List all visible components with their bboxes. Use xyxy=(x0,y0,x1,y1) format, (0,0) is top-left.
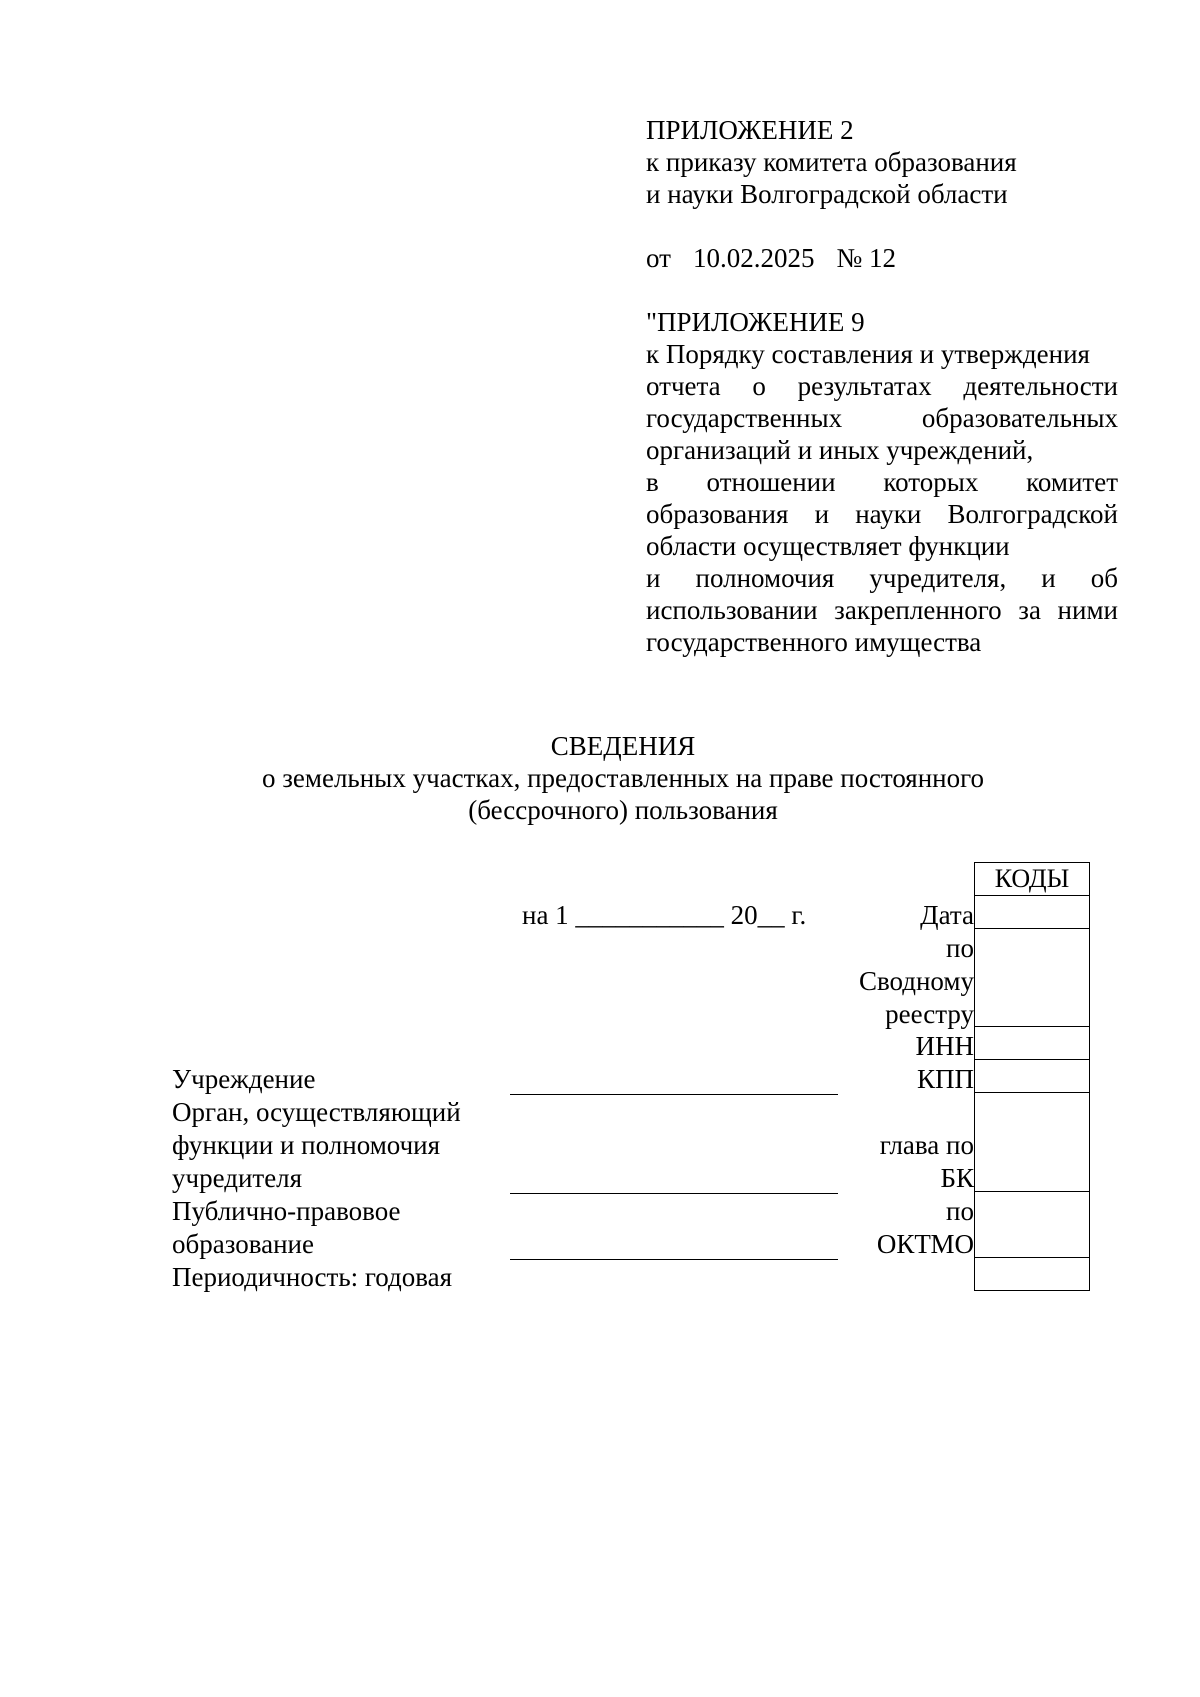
founder-organ-field[interactable] xyxy=(510,1193,838,1194)
organ-label-line: Орган, осуществляющий xyxy=(172,1097,461,1127)
oktmo-label-line: ОКТМО xyxy=(876,1229,974,1259)
organ-label-line: функции и полномочия xyxy=(172,1130,441,1160)
registry-label-line: реестру xyxy=(885,999,974,1029)
sub-appendix-line: использовании закрепленного за ними xyxy=(646,595,1118,625)
kpp-label: КПП xyxy=(916,1064,974,1094)
codes-header: КОДЫ xyxy=(974,862,1090,896)
public-entity-label-line: образование xyxy=(172,1229,314,1259)
appendix-header xyxy=(646,114,1118,658)
periodicity-label: Периодичность: годовая xyxy=(172,1262,453,1292)
date-prefix: от xyxy=(646,243,671,273)
sub-appendix-title: "ПРИЛОЖЕНИЕ 9 xyxy=(646,307,865,337)
sub-appendix-line: к Порядку составления и утверждения xyxy=(646,339,1090,369)
code-cell-periodicity[interactable] xyxy=(974,1258,1090,1291)
code-cell-inn[interactable] xyxy=(974,1027,1090,1060)
registry-label-line: Сводному xyxy=(858,966,974,996)
code-cell-date[interactable] xyxy=(974,896,1090,929)
budget-chapter-label-line: глава по xyxy=(879,1130,974,1160)
sub-appendix-line: государственных образовательных xyxy=(646,403,1118,433)
report-date-line: на 1 ___________ 20__ г. xyxy=(522,900,807,930)
order-date-line xyxy=(646,242,1118,274)
public-entity-label-line: Публично-правовое xyxy=(172,1196,401,1226)
organ-label-line: учредителя xyxy=(172,1163,303,1193)
appendix-line: и науки Волгоградской области xyxy=(646,179,1008,209)
title-sub-line: о земельных участках, предоставленных на праве постоянного xyxy=(261,763,985,793)
code-cell-kpp[interactable] xyxy=(974,1060,1090,1093)
budget-chapter-label-line: БК xyxy=(940,1163,974,1193)
sub-appendix-line: образования и науки Волгоградской xyxy=(646,499,1118,529)
oktmo-label-line: по xyxy=(946,1196,974,1226)
appendix-line: к приказу комитета образования xyxy=(646,147,1017,177)
code-cell-oktmo[interactable] xyxy=(974,1192,1090,1258)
document-title xyxy=(0,730,1200,826)
title-sub-line: (бессрочного) пользования xyxy=(468,795,778,825)
sub-appendix-line: области осуществляет функции xyxy=(646,531,1010,561)
date-code-label: Дата xyxy=(920,900,974,930)
order-number: № 12 xyxy=(836,243,896,273)
code-cell-budget-chapter[interactable] xyxy=(974,1093,1090,1192)
appendix-title: ПРИЛОЖЕНИЕ 2 xyxy=(646,115,854,145)
sub-appendix-line: и полномочия учредителя, и об xyxy=(646,563,1118,593)
title-main: СВЕДЕНИЯ xyxy=(550,731,696,761)
sub-appendix-line: государственного имущества xyxy=(646,627,982,657)
sub-appendix-line: отчета о результатах деятельности xyxy=(646,371,1118,401)
institution-label: Учреждение xyxy=(172,1064,316,1094)
sub-appendix-line: организаций и иных учреждений, xyxy=(646,435,1034,465)
inn-label: ИНН xyxy=(915,1031,974,1061)
code-cell-registry[interactable] xyxy=(974,929,1090,1027)
sub-appendix-line: в отношении которых комитет xyxy=(646,467,1118,497)
registry-label-line: по xyxy=(946,933,974,963)
codes-table xyxy=(974,862,1090,1291)
institution-field[interactable] xyxy=(510,1094,838,1095)
public-entity-field[interactable] xyxy=(510,1259,838,1260)
order-date: 10.02.2025 xyxy=(692,243,815,273)
